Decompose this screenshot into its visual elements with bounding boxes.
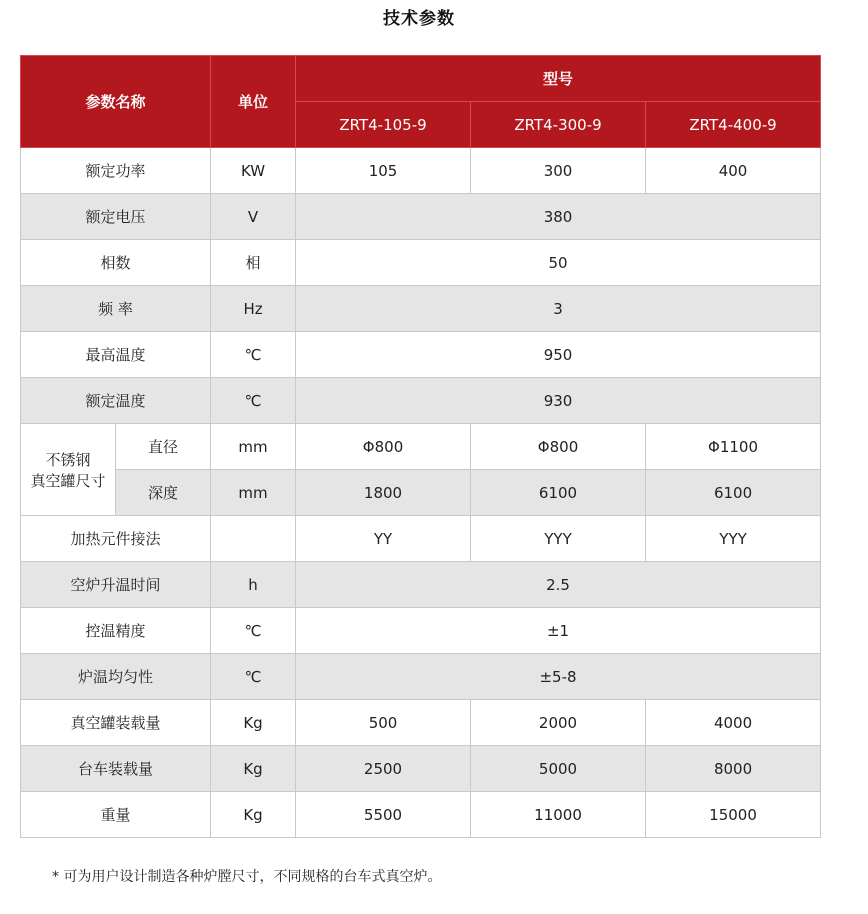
row-value: 930	[296, 378, 821, 424]
table-row	[21, 194, 821, 240]
row-label: 重量	[21, 792, 211, 838]
table-row	[21, 746, 821, 792]
row-value: YY	[296, 516, 471, 562]
row-value: 2.5	[296, 562, 821, 608]
row-unit: V	[211, 194, 296, 240]
row-unit: ℃	[211, 654, 296, 700]
row-value: Φ800	[471, 424, 646, 470]
row-label: 最高温度	[21, 332, 211, 378]
table-row	[21, 286, 821, 332]
row-label: 额定温度	[21, 378, 211, 424]
row-value: 950	[296, 332, 821, 378]
row-value: 2500	[296, 746, 471, 792]
row-label: 炉温均匀性	[21, 654, 211, 700]
row-value: 300	[471, 148, 646, 194]
row-unit: KW	[211, 148, 296, 194]
header-param-name: 参数名称	[21, 56, 211, 148]
row-value: 2000	[471, 700, 646, 746]
row-unit: h	[211, 562, 296, 608]
row-unit: Kg	[211, 746, 296, 792]
row-unit: mm	[211, 470, 296, 516]
header-model: 型号	[296, 56, 821, 102]
row-value: 5000	[471, 746, 646, 792]
row-value: YYY	[646, 516, 821, 562]
row-value: 6100	[471, 470, 646, 516]
table-row	[21, 608, 821, 654]
row-label: 频 率	[21, 286, 211, 332]
header-model-3: ZRT4-400-9	[646, 102, 821, 148]
row-value: 3	[296, 286, 821, 332]
row-label: 相数	[21, 240, 211, 286]
row-value: 6100	[646, 470, 821, 516]
row-value: 8000	[646, 746, 821, 792]
row-value: 4000	[646, 700, 821, 746]
row-label: 空炉升温时间	[21, 562, 211, 608]
row-label: 控温精度	[21, 608, 211, 654]
row-unit	[211, 516, 296, 562]
row-unit: 相	[211, 240, 296, 286]
row-value: 105	[296, 148, 471, 194]
row-value: ±5-8	[296, 654, 821, 700]
table-row	[21, 378, 821, 424]
table-row	[21, 148, 821, 194]
row-label: 额定功率	[21, 148, 211, 194]
table-row	[21, 792, 821, 838]
row-label: 直径	[116, 424, 211, 470]
table-row	[21, 470, 821, 516]
row-unit: ℃	[211, 608, 296, 654]
row-label: 深度	[116, 470, 211, 516]
row-unit: mm	[211, 424, 296, 470]
tank-group-line2: 真空罐尺寸	[30, 471, 106, 490]
row-value: 400	[646, 148, 821, 194]
table-row	[21, 562, 821, 608]
row-value: 11000	[471, 792, 646, 838]
row-value: 5500	[296, 792, 471, 838]
header-unit: 单位	[211, 56, 296, 148]
row-value: 1800	[296, 470, 471, 516]
table-row	[21, 424, 821, 470]
table-row	[21, 700, 821, 746]
row-value: YYY	[471, 516, 646, 562]
tank-group-line1: 不锈钢	[45, 450, 91, 469]
header-model-1: ZRT4-105-9	[296, 102, 471, 148]
row-value: ±1	[296, 608, 821, 654]
row-label: 额定电压	[21, 194, 211, 240]
table-row	[21, 240, 821, 286]
header-model-2: ZRT4-300-9	[471, 102, 646, 148]
tank-group-label	[21, 424, 116, 516]
footnote: * 可为用户设计制造各种炉膛尺寸，不同规格的台车式真空炉。	[52, 869, 442, 885]
row-value: 500	[296, 700, 471, 746]
row-value: 15000	[646, 792, 821, 838]
row-value: Φ800	[296, 424, 471, 470]
row-value: Φ1100	[646, 424, 821, 470]
row-unit: ℃	[211, 332, 296, 378]
table-row	[21, 332, 821, 378]
row-unit: Kg	[211, 792, 296, 838]
row-value: 380	[296, 194, 821, 240]
row-unit: Kg	[211, 700, 296, 746]
page-title: 技术参数	[383, 9, 455, 29]
row-label: 加热元件接法	[21, 516, 211, 562]
row-label: 台车装载量	[21, 746, 211, 792]
table-row	[21, 516, 821, 562]
row-unit: Hz	[211, 286, 296, 332]
row-value: 50	[296, 240, 821, 286]
row-label: 真空罐装载量	[21, 700, 211, 746]
row-unit: ℃	[211, 378, 296, 424]
table-row	[21, 654, 821, 700]
spec-table	[20, 55, 821, 838]
